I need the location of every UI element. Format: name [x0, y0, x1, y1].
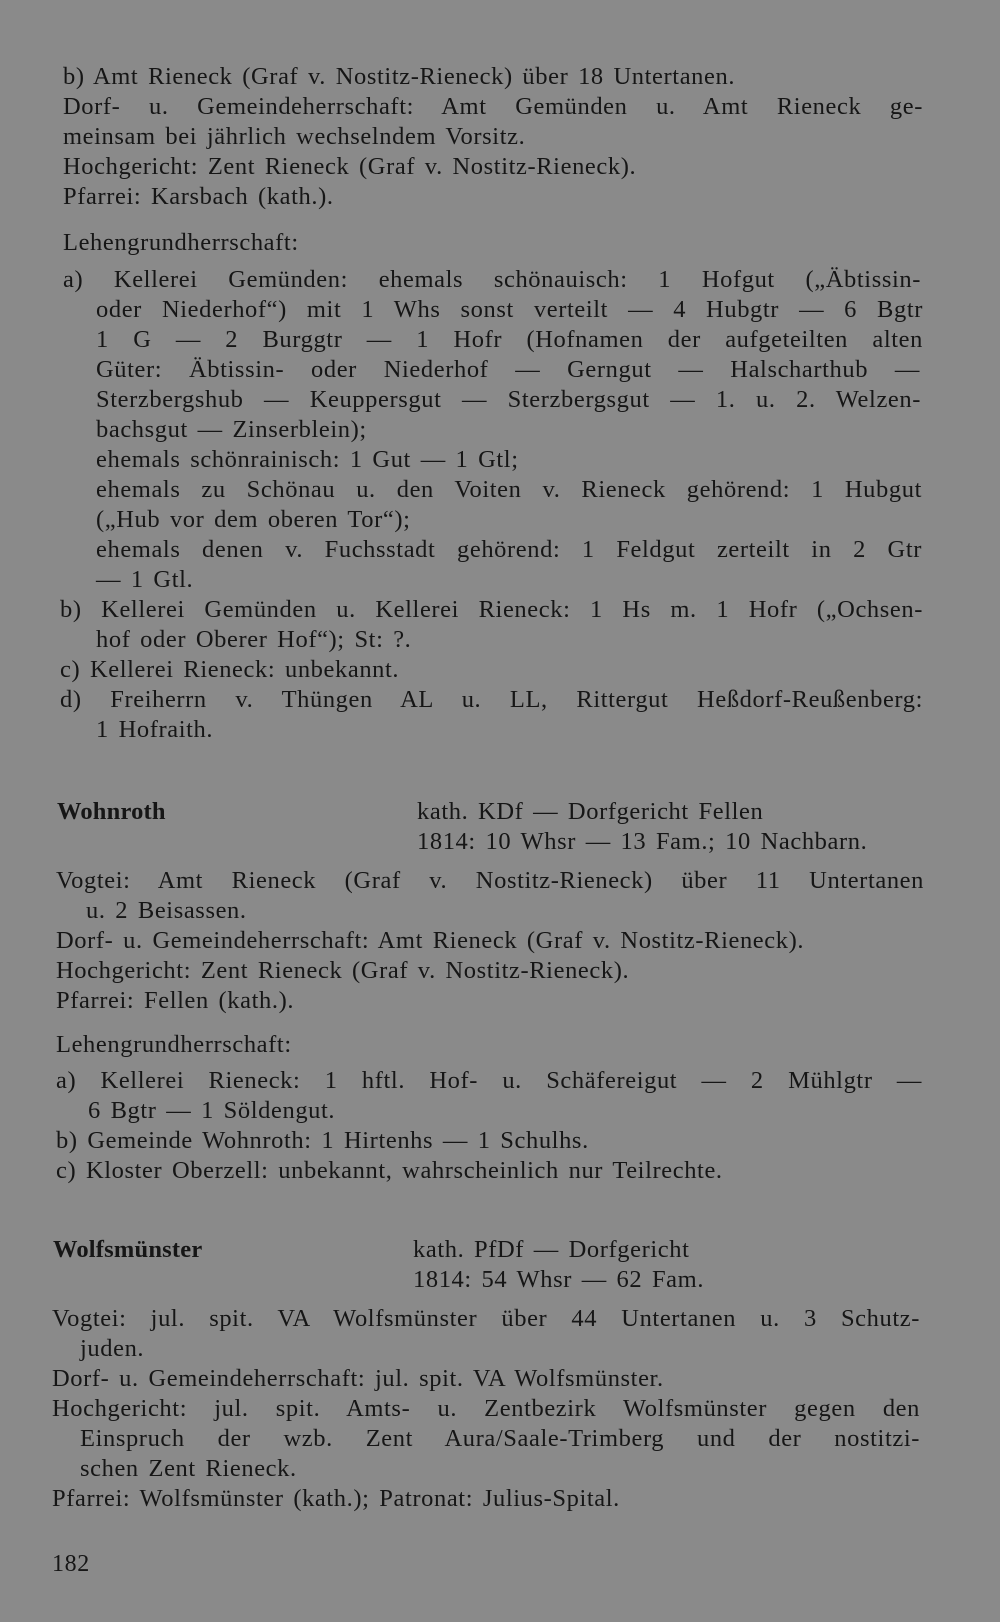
text-line: — 1 Gtl. — [96, 566, 194, 593]
text-line: Pfarrei: Fellen (kath.). — [56, 987, 295, 1014]
section-heading: Lehengrundherrschaft: — [63, 229, 299, 256]
text-line: c) Kloster Oberzell: unbekannt, wahrscheinlich nur Teilrechte. — [56, 1157, 723, 1184]
text-line: d) Freiherrn v. Thüngen AL u. LL, Rittergut Heßdorf-Reußenberg: — [60, 686, 923, 713]
entry-info: 1814: 10 Whsr — 13 Fam.; 10 Nachbarn. — [417, 828, 868, 855]
text-line: Dorf- u. Gemeindeherrschaft: Amt Gemünden u. Amt Rieneck ge- — [63, 93, 923, 120]
page-number: 182 — [52, 1551, 90, 1577]
text-line: 6 Bgtr — 1 Söldengut. — [88, 1097, 336, 1124]
entry-title: Wolfsmünster — [53, 1236, 203, 1263]
text-line: Dorf- u. Gemeindeherrschaft: jul. spit. VA Wolfsmünster. — [52, 1365, 664, 1392]
entry-title: Wohnroth — [57, 798, 166, 825]
text-line: oder Niederhof“) mit 1 Whs sonst verteilt — 4 Hubgtr — 6 Bgtr — [96, 296, 923, 323]
text-line: hof oder Oberer Hof“); St: ?. — [96, 626, 412, 653]
text-line: Hochgericht: Zent Rieneck (Graf v. Nostitz-Rieneck). — [63, 153, 637, 180]
text-line: u. 2 Beisassen. — [86, 897, 247, 924]
text-line: b) Amt Rieneck (Graf v. Nostitz-Rieneck) über 18 Untertanen. — [63, 63, 736, 90]
text-line: b) Gemeinde Wohnroth: 1 Hirtenhs — 1 Schulhs. — [56, 1127, 589, 1154]
text-line: a) Kellerei Gemünden: ehemals schönauisch: 1 Hofgut („Äbtissin- — [63, 266, 921, 293]
entry-info: 1814: 54 Whsr — 62 Fam. — [413, 1266, 705, 1293]
text-line: Hochgericht: jul. spit. Amts- u. Zentbezirk Wolfsmünster gegen den — [52, 1395, 920, 1422]
text-line: Vogtei: jul. spit. VA Wolfsmünster über 44 Untertanen u. 3 Schutz- — [52, 1305, 920, 1332]
text-line: Dorf- u. Gemeindeherrschaft: Amt Rieneck (Graf v. Nostitz-Rieneck). — [56, 927, 805, 954]
text-line: 1 G — 2 Burggtr — 1 Hofr (Hofnamen der aufgeteilten alten — [96, 326, 923, 353]
text-line: („Hub vor dem oberen Tor“); — [96, 506, 411, 533]
text-line: ehemals denen v. Fuchsstadt gehörend: 1 Feldgut zerteilt in 2 Gtr — [96, 536, 922, 563]
text-line: juden. — [80, 1335, 145, 1362]
text-line: ehemals zu Schönau u. den Voiten v. Rieneck gehörend: 1 Hubgut — [96, 476, 922, 503]
entry-info: kath. PfDf — Dorfgericht — [413, 1236, 690, 1263]
text-line: meinsam bei jährlich wechselndem Vorsitz. — [63, 123, 526, 150]
text-line: Hochgericht: Zent Rieneck (Graf v. Nostitz-Rieneck). — [56, 957, 630, 984]
entry-info: kath. KDf — Dorfgericht Fellen — [417, 798, 764, 825]
section-heading: Lehengrundherrschaft: — [56, 1031, 292, 1058]
text-line: schen Zent Rieneck. — [80, 1455, 297, 1482]
text-line: Pfarrei: Karsbach (kath.). — [63, 183, 334, 210]
text-line: Sterzbergshub — Keuppersgut — Sterzbergsgut — 1. u. 2. Welzen- — [96, 386, 921, 413]
text-line: b) Kellerei Gemünden u. Kellerei Rieneck: 1 Hs m. 1 Hofr („Ochsen- — [60, 596, 923, 623]
text-line: 1 Hofraith. — [96, 716, 214, 743]
text-line: Vogtei: Amt Rieneck (Graf v. Nostitz-Rieneck) über 11 Untertanen — [56, 867, 924, 894]
text-line: Güter: Äbtissin- oder Niederhof — Gerngut — Halscharthub — — [96, 356, 920, 383]
text-line: bachsgut — Zinserblein); — [96, 416, 367, 443]
text-line: c) Kellerei Rieneck: unbekannt. — [60, 656, 400, 683]
text-line: ehemals schönrainisch: 1 Gut — 1 Gtl; — [96, 446, 519, 473]
text-line: a) Kellerei Rieneck: 1 hftl. Hof- u. Schäfereigut — 2 Mühlgtr — — [56, 1067, 922, 1094]
text-line: Pfarrei: Wolfsmünster (kath.); Patronat: Julius-Spital. — [52, 1485, 620, 1512]
text-line: Einspruch der wzb. Zent Aura/Saale-Trimberg und der nostitzi- — [80, 1425, 920, 1452]
